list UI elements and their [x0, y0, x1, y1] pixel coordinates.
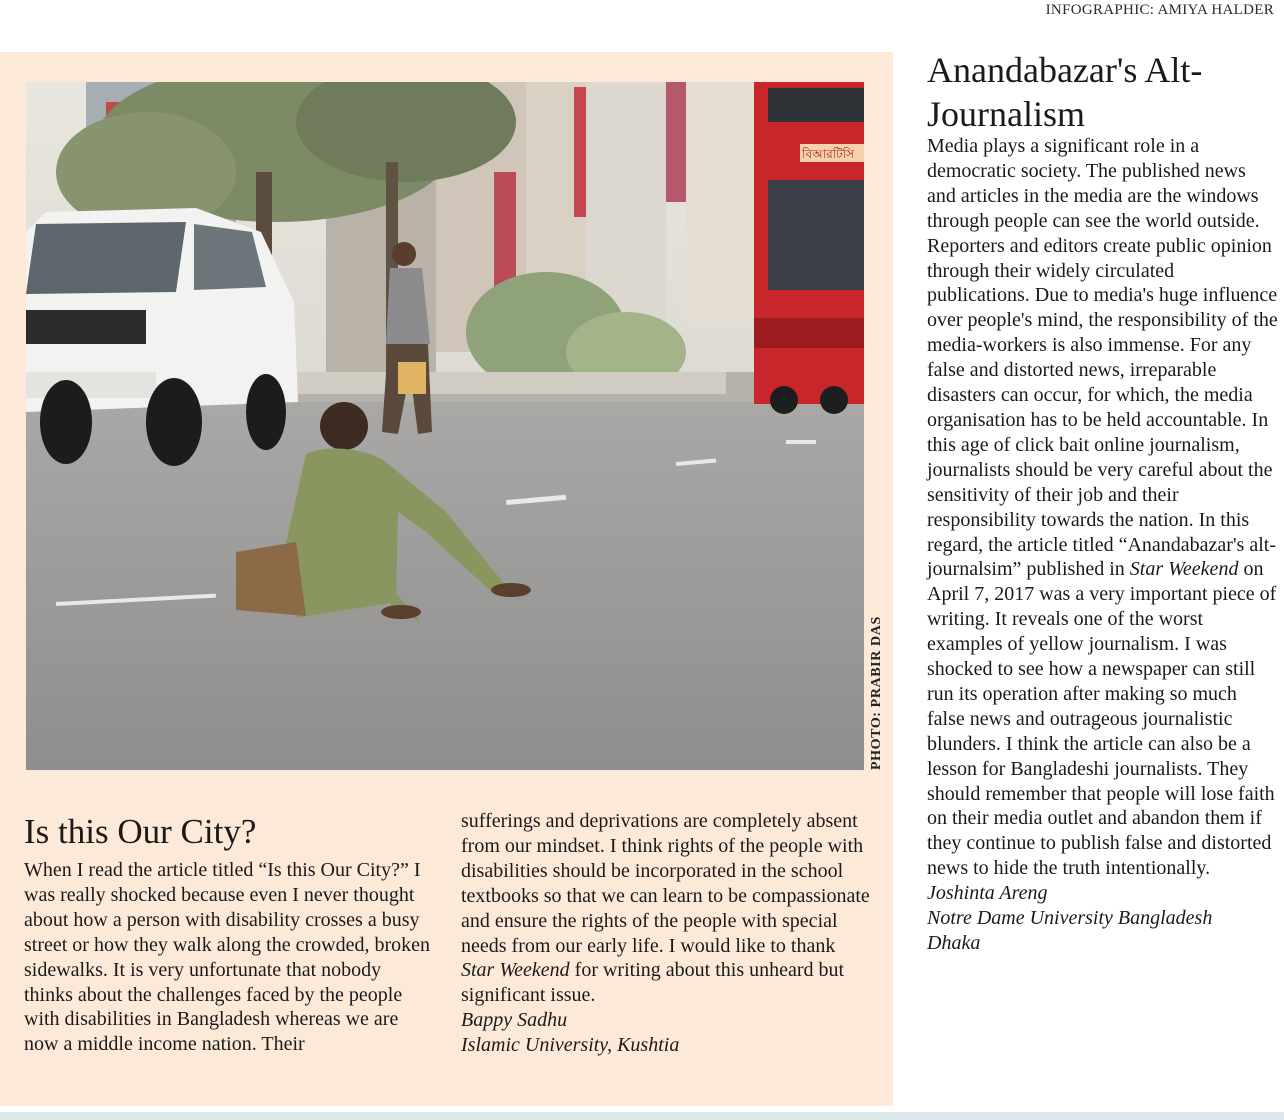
street-photo: [26, 82, 864, 770]
letter2-body: [927, 134, 1279, 881]
letter1-publication: Star Weekend: [461, 959, 570, 982]
letter2-title: Anandabazar's Alt-Journalism: [927, 50, 1203, 134]
bottom-rule: [0, 1112, 1284, 1120]
letter2-author: Joshinta Areng: [927, 882, 1048, 905]
photo-credit: PHOTO: PRABIR DAS: [869, 616, 884, 770]
letter2-publication: Star Weekend: [1129, 558, 1239, 581]
bus-sign: বিআরটিসি: [802, 147, 855, 161]
letter1-affiliation: Islamic University, Kushtia: [461, 1034, 680, 1057]
letter1-column-1: [24, 858, 434, 1057]
letter1-title: Is this Our City?: [24, 812, 257, 851]
letter2-body-start: Media plays a significant role in a democratic society. The published news and articles in the media are the windows through people can see the world outside. Reporters and editors create public opinion through their widely circulated publications. Due to media's huge influence over people's mind, the responsibility of the media-workers is also immense. For any false and distorted news, irreparable disasters can occur, for which, the media organisation has to be held accountable. In this age of click bait online journalism, journalists should be very careful about the sensitivity of their job and their responsibility towards the nation. In this regard, the article titled “Anandabazar's alt-journalsim” published in: [927, 135, 1278, 581]
letter1-body-part2: [461, 809, 873, 1008]
letter1-body-part2-text: sufferings and deprivations are completely absent from our mindset. I think rights of the people with disabilities should be incorporated in the school textbooks so that we can learn to be compassionate and ensure the rights of the people with special needs from our early life. I would like to thank: [461, 810, 870, 957]
letter1-body-part2-end: for writing about this unheard but significant issue.: [461, 959, 845, 1007]
letter1-body-part1: When I read the article titled “Is this Our City?” I was really shocked because even I never thought about how a person with disability crosses a busy street or how they walk along the crowded, broken sidewalks. It is very unfortunate that nobody thinks about the challenges faced by the people with disabilities in Bangladesh whereas we are now a middle income nation. Their: [24, 859, 430, 1056]
infographic-credit: INFOGRAPHIC: AMIYA HALDER: [1045, 2, 1274, 18]
letter1-author: Bappy Sadhu: [461, 1009, 568, 1032]
white-suv: [26, 208, 298, 466]
letter2-body-end: on April 7, 2017 was a very important piece of writing. It reveals one of the worst examples of yellow journalism. I was shocked to see how a newspaper can still run its operation after making so much false news and outrageous journalistic blunders. I think the article can also be a lesson for Bangladeshi journalists. They should remember that people will lose faith on their media outlet and abandon them if they continue to publish false and distorted news to hide the truth intentionally.: [927, 558, 1277, 880]
letter1-column-2: [461, 809, 873, 1058]
letter2-affiliation: Notre Dame University Bangladesh: [927, 907, 1213, 930]
red-bus: [754, 82, 864, 414]
letter2-city: Dhaka: [927, 932, 981, 954]
letter2-column: [927, 134, 1279, 956]
